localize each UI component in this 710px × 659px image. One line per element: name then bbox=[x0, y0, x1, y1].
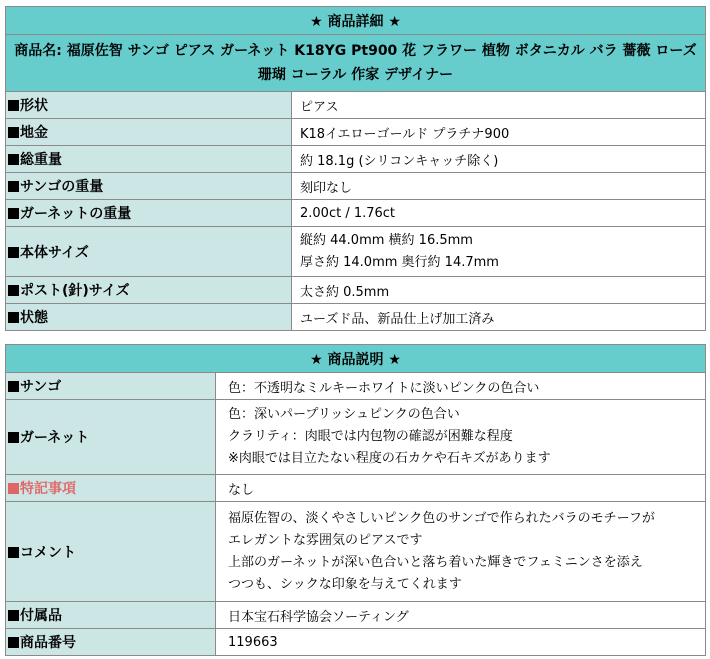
detail-label-cell bbox=[6, 119, 292, 146]
detail-label: 状態 bbox=[20, 310, 48, 326]
bullet-square-icon bbox=[8, 208, 19, 219]
desc-value-line: 福原佐智の、淡くやさしいピンク色のサンゴで作られたバラのモチーフが bbox=[228, 510, 655, 526]
bullet-square-icon bbox=[8, 610, 19, 621]
desc-label-cell bbox=[6, 629, 216, 656]
desc-value-cell bbox=[216, 373, 706, 400]
desc-label-cell bbox=[6, 475, 216, 502]
detail-row bbox=[6, 119, 706, 146]
bullet-square-icon bbox=[8, 154, 19, 165]
detail-label: 総重量 bbox=[20, 152, 62, 168]
detail-label-cell bbox=[6, 146, 292, 173]
bullet-square-icon bbox=[8, 637, 19, 648]
detail-value-cell bbox=[292, 277, 706, 304]
desc-label: 付属品 bbox=[20, 608, 62, 624]
bullet-square-icon bbox=[8, 381, 19, 392]
desc-value-cell bbox=[216, 475, 706, 502]
desc-label-cell bbox=[6, 400, 216, 475]
desc-row bbox=[6, 475, 706, 502]
detail-value-line: K18イエローゴールド プラチナ900 bbox=[300, 126, 510, 142]
detail-label: 形状 bbox=[20, 98, 48, 114]
desc-value-line: 日本宝石科学協会ソーティング bbox=[228, 609, 409, 625]
detail-label-cell bbox=[6, 92, 292, 119]
detail-value-line: ユーズド品、新品仕上げ加工済み bbox=[300, 311, 495, 327]
desc-value-line: エレガントな雰囲気のピアスです bbox=[228, 532, 423, 548]
desc-value-cell bbox=[216, 602, 706, 629]
desc-row bbox=[6, 400, 706, 475]
detail-value-line: ピアス bbox=[300, 99, 339, 115]
bullet-square-icon bbox=[8, 181, 19, 192]
detail-row bbox=[6, 227, 706, 277]
detail-label-cell bbox=[6, 227, 292, 277]
detail-value-cell bbox=[292, 119, 706, 146]
desc-value-cell bbox=[216, 502, 706, 602]
desc-value-cell bbox=[216, 629, 706, 656]
detail-row bbox=[6, 92, 706, 119]
bullet-square-icon bbox=[8, 127, 19, 138]
detail-label-cell bbox=[6, 173, 292, 200]
desc-row bbox=[6, 502, 706, 602]
detail-row bbox=[6, 200, 706, 227]
detail-label-cell bbox=[6, 277, 292, 304]
desc-label: サンゴ bbox=[20, 379, 62, 395]
detail-value-cell bbox=[292, 146, 706, 173]
desc-label: 商品番号 bbox=[20, 635, 76, 651]
detail-label: サンゴの重量 bbox=[20, 179, 104, 195]
product-title: 商品名: 福原佐智 サンゴ ピアス ガーネット K18YG Pt900 花 フラワー 植物 ボタニカル バラ 薔薇 ローズ 珊瑚 コーラル 作家 デザイナー bbox=[6, 35, 706, 92]
detail-row bbox=[6, 277, 706, 304]
detail-label: ポスト(針)サイズ bbox=[20, 283, 130, 299]
product-description-table bbox=[5, 344, 706, 656]
desc-label-cell bbox=[6, 602, 216, 629]
bullet-square-icon bbox=[8, 312, 19, 323]
detail-value-line: 縦約 44.0mm 横約 16.5mm bbox=[300, 232, 473, 248]
desc-value-line: なし bbox=[228, 482, 255, 498]
detail-value-cell bbox=[292, 200, 706, 227]
desc-value-line: ※肉眼では目立たない程度の石カケや石キズがあります bbox=[228, 451, 551, 466]
bullet-square-icon bbox=[8, 547, 19, 558]
desc-value-line: 色：深いパープリッシュピンクの色合い bbox=[228, 407, 460, 422]
product-details-table bbox=[5, 6, 706, 331]
details-header: ★ 商品詳細 ★ bbox=[6, 7, 706, 35]
detail-value-cell bbox=[292, 173, 706, 200]
detail-label-cell bbox=[6, 304, 292, 331]
detail-value-line: 約 18.1g (シリコンキャッチ除く) bbox=[300, 153, 499, 169]
bullet-square-icon bbox=[8, 483, 19, 494]
detail-value-cell bbox=[292, 304, 706, 331]
bullet-square-icon bbox=[8, 432, 19, 443]
detail-row bbox=[6, 146, 706, 173]
detail-label: 地金 bbox=[20, 125, 48, 141]
detail-value-cell bbox=[292, 92, 706, 119]
detail-value-line: 太さ約 0.5mm bbox=[300, 284, 390, 300]
detail-label: ガーネットの重量 bbox=[20, 206, 132, 222]
detail-value-line: 刻印なし bbox=[300, 180, 353, 196]
detail-value-line: 厚さ約 14.0mm 奥行約 14.7mm bbox=[300, 254, 499, 270]
bullet-square-icon bbox=[8, 100, 19, 111]
desc-value-line: クラリティ：肉眼では内包物の確認が困難な程度 bbox=[228, 429, 513, 444]
detail-value-cell bbox=[292, 227, 706, 277]
desc-label-cell bbox=[6, 373, 216, 400]
desc-label: コメント bbox=[20, 544, 76, 561]
desc-value-line: つつも、シックな印象を与えてくれます bbox=[228, 576, 462, 592]
bullet-square-icon bbox=[8, 247, 19, 258]
detail-label-cell bbox=[6, 200, 292, 227]
detail-row bbox=[6, 173, 706, 200]
desc-row bbox=[6, 629, 706, 656]
description-header: ★ 商品説明 ★ bbox=[6, 345, 706, 373]
desc-value-line: 色：不透明なミルキーホワイトに淡いピンクの色合い bbox=[228, 380, 540, 396]
desc-label: 特記事項 bbox=[20, 481, 76, 497]
desc-label-cell bbox=[6, 502, 216, 602]
desc-row bbox=[6, 602, 706, 629]
desc-value-line: 119663 bbox=[228, 634, 278, 650]
desc-value-cell bbox=[216, 400, 706, 475]
detail-value-line: 2.00ct / 1.76ct bbox=[300, 205, 396, 221]
desc-label: ガーネット bbox=[20, 430, 90, 446]
desc-value-line: 上部のガーネットが深い色合いと落ち着いた輝きでフェミニンさを添え bbox=[228, 554, 643, 570]
detail-label: 本体サイズ bbox=[20, 244, 89, 261]
desc-row bbox=[6, 373, 706, 400]
bullet-square-icon bbox=[8, 285, 19, 296]
detail-row bbox=[6, 304, 706, 331]
